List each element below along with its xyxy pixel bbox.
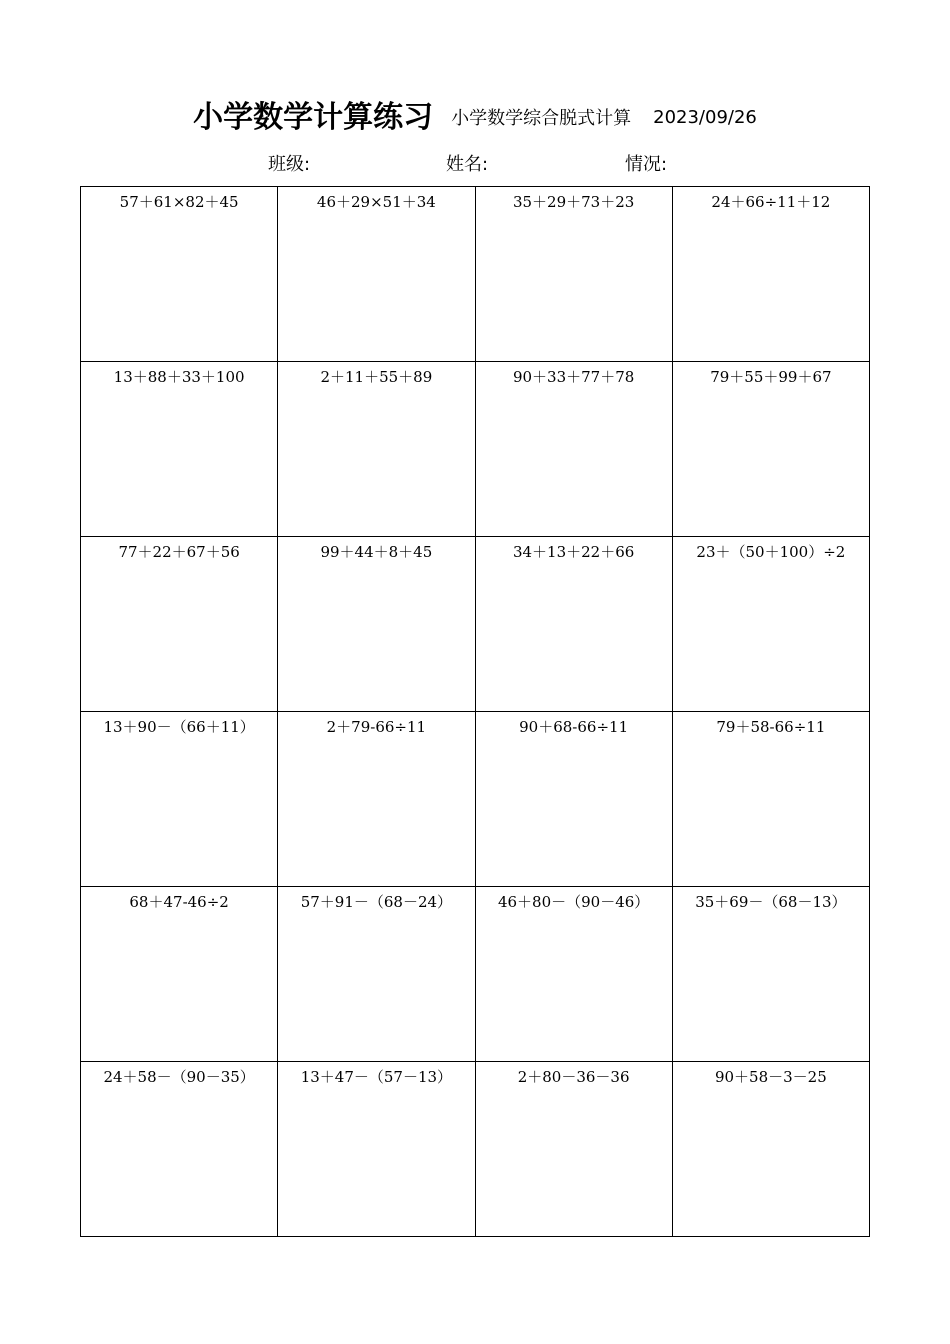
problem-expression: 2＋11＋55＋89 bbox=[320, 368, 433, 386]
problem-cell[interactable] bbox=[81, 887, 278, 1062]
problem-row bbox=[81, 712, 870, 887]
problem-cell[interactable] bbox=[672, 537, 869, 712]
problem-cell[interactable] bbox=[278, 537, 475, 712]
status-label: 情况: bbox=[625, 154, 668, 175]
problem-row bbox=[81, 537, 870, 712]
problem-cell[interactable] bbox=[672, 187, 869, 362]
problem-expression: 46＋29×51＋34 bbox=[316, 193, 436, 211]
problem-expression: 2＋79-66÷11 bbox=[326, 718, 427, 736]
problem-expression: 24＋58－（90－35） bbox=[103, 1068, 255, 1086]
problem-expression: 99＋44＋8＋45 bbox=[320, 543, 433, 561]
problem-cell[interactable] bbox=[278, 712, 475, 887]
problem-grid bbox=[80, 186, 870, 1237]
problem-cell[interactable] bbox=[278, 1062, 475, 1237]
page-header bbox=[0, 92, 950, 136]
problem-row bbox=[81, 887, 870, 1062]
problem-expression: 68＋47-46÷2 bbox=[129, 893, 229, 911]
problem-expression: 57＋61×82＋45 bbox=[119, 193, 239, 211]
name-label: 姓名: bbox=[446, 154, 489, 175]
problem-cell[interactable] bbox=[475, 187, 672, 362]
problem-expression: 13＋90－（66＋11） bbox=[103, 718, 255, 736]
problem-expression: 35＋29＋73＋23 bbox=[512, 193, 635, 211]
problem-cell[interactable] bbox=[278, 187, 475, 362]
problem-expression: 2＋80－36－36 bbox=[517, 1068, 630, 1086]
problem-expression: 13＋88＋33＋100 bbox=[113, 368, 245, 386]
problem-cell[interactable] bbox=[475, 537, 672, 712]
problem-cell[interactable] bbox=[475, 712, 672, 887]
page-subtitle: 小学数学综合脱式计算 bbox=[451, 108, 632, 129]
problem-expression: 34＋13＋22＋66 bbox=[512, 543, 635, 561]
problem-expression: 57＋91－（68－24） bbox=[300, 893, 453, 911]
problem-cell[interactable] bbox=[672, 712, 869, 887]
problem-cell[interactable] bbox=[672, 362, 869, 537]
page-title: 小学数学计算练习 bbox=[193, 100, 434, 135]
problem-cell[interactable] bbox=[278, 362, 475, 537]
problem-cell[interactable] bbox=[475, 362, 672, 537]
problem-cell[interactable] bbox=[672, 887, 869, 1062]
problem-expression: 46＋80－（90－46） bbox=[497, 893, 650, 911]
problem-row bbox=[81, 1062, 870, 1237]
problem-expression: 90＋33＋77＋78 bbox=[512, 368, 635, 386]
problem-expression: 35＋69－（68－13） bbox=[695, 893, 847, 911]
problem-expression: 79＋58-66÷11 bbox=[716, 718, 826, 736]
problem-cell[interactable] bbox=[475, 887, 672, 1062]
problem-cell[interactable] bbox=[475, 1062, 672, 1237]
student-info-row bbox=[0, 150, 950, 176]
class-label: 班级: bbox=[268, 154, 311, 175]
problem-cell[interactable] bbox=[81, 187, 278, 362]
problem-expression: 13＋47－（57－13） bbox=[300, 1068, 453, 1086]
problem-cell[interactable] bbox=[81, 712, 278, 887]
problem-expression: 23＋（50＋100）÷2 bbox=[696, 543, 846, 561]
problem-row bbox=[81, 187, 870, 362]
problem-cell[interactable] bbox=[672, 1062, 869, 1237]
problem-expression: 77＋22＋67＋56 bbox=[118, 543, 240, 561]
problem-cell[interactable] bbox=[81, 362, 278, 537]
problem-expression: 90＋68-66÷11 bbox=[519, 718, 629, 736]
problem-cell[interactable] bbox=[81, 1062, 278, 1237]
problem-expression: 79＋55＋99＋67 bbox=[710, 368, 832, 386]
worksheet-date: 2023/09/26 bbox=[653, 106, 757, 128]
problem-expression: 90＋58－3－25 bbox=[714, 1068, 827, 1086]
problem-cell[interactable] bbox=[278, 887, 475, 1062]
problem-expression: 24＋66÷11＋12 bbox=[711, 193, 831, 211]
problem-cell[interactable] bbox=[81, 537, 278, 712]
problem-row bbox=[81, 362, 870, 537]
